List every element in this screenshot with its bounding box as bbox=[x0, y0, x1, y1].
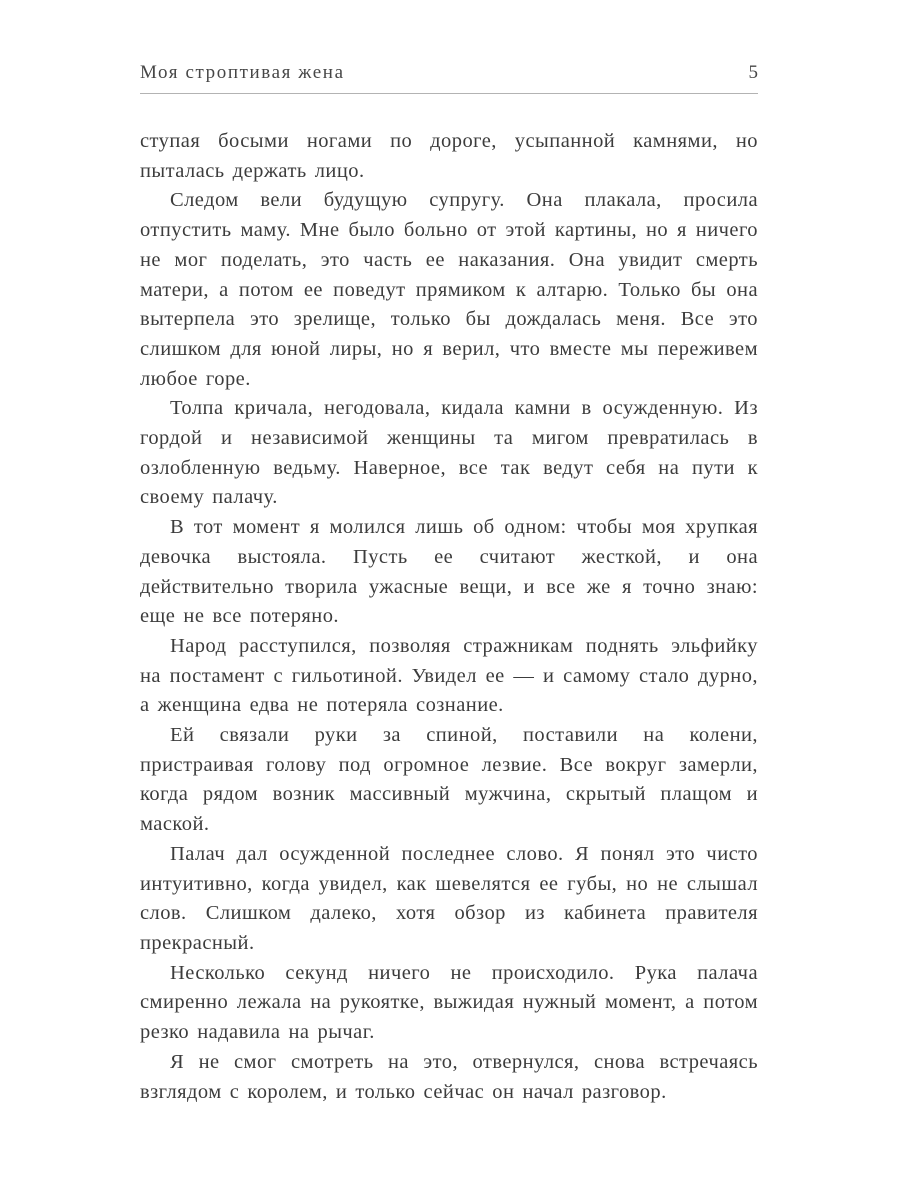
paragraph: В тот момент я молился лишь об одном: чтобы моя хрупкая девочка выстояла. Пусть ее считают жесткой, и она действительно творила ужасные вещи, и все же я точно знаю: еще не все потеряно. bbox=[140, 516, 758, 628]
paragraph: Следом вели будущую супругу. Она плакала, просила отпустить маму. Мне было больно от этой картины, но я ничего не мог поделать, это часть ее наказания. Она увидит смерть матери, а потом ее поведут прямиком к алтарю. Только бы она вытерпела это зрелище, только бы дождалась меня. Все это слишком для юной лиры, но я верил, что вместе мы переживем любое горе. bbox=[140, 189, 758, 390]
paragraph: Ей связали руки за спиной, поставили на колени, пристраивая голову под огромное лезвие. Все вокруг замерли, когда рядом возник массивный мужчина, скрытый плащом и маской. bbox=[140, 724, 758, 836]
page-number: 5 bbox=[748, 62, 758, 83]
page-header bbox=[140, 62, 758, 94]
paragraph: Я не смог смотреть на это, отвернулся, снова встречаясь взглядом с королем, и только сейчас он начал разговор. bbox=[140, 1050, 758, 1103]
paragraph: Палач дал осужденной последнее слово. Я понял это чисто интуитивно, когда увидел, как шевелятся ее губы, но не слышал слов. Слишком далеко, хотя обзор из кабинета правителя прекрасный. bbox=[140, 842, 758, 954]
paragraph: Несколько секунд ничего не происходило. Рука палача смиренно лежала на рукоятке, выжидая нужный момент, а потом резко надавила на рычаг. bbox=[140, 961, 758, 1044]
paragraph: Народ расступился, позволяя стражникам поднять эльфийку на постамент с гильотиной. Увидел ее — и самому стало дурно, а женщина едва не потеряла сознание. bbox=[140, 634, 758, 717]
book-title: Моя строптивая жена bbox=[140, 62, 345, 83]
paragraph: Толпа кричала, негодовала, кидала камни в осужденную. Из гордой и независимой женщины та мигом превратилась в озлобленную ведьму. Наверное, все так ведут себя на пути к своему палачу. bbox=[140, 397, 758, 509]
page-body-text bbox=[140, 127, 758, 1107]
paragraph: ступая босыми ногами по дороге, усыпанной камнями, но пыталась держать лицо. bbox=[140, 130, 758, 182]
